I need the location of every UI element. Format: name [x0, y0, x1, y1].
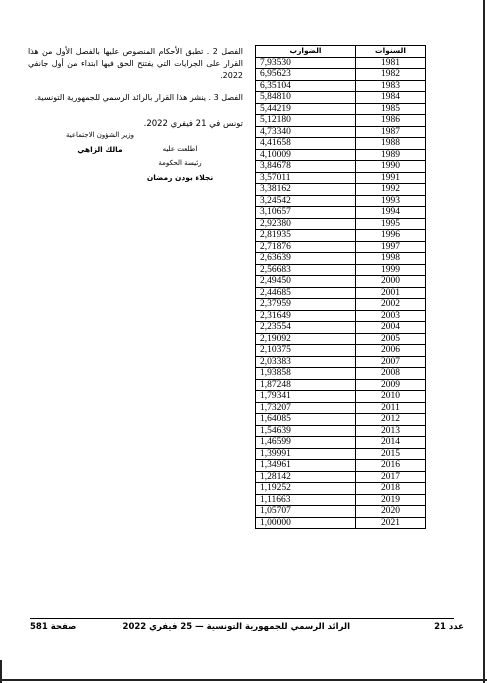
year-cell: 2000 — [356, 276, 426, 288]
coefficient-cell: 2,19092 — [256, 333, 356, 345]
coefficient-cell: 2,44685 — [256, 287, 356, 299]
year-cell: 1987 — [356, 126, 426, 138]
year-cell: 2014 — [356, 437, 426, 449]
table-row — [256, 379, 426, 391]
coefficient-cell: 3,57011 — [256, 172, 356, 184]
year-cell: 2016 — [356, 460, 426, 472]
year-cell: 2012 — [356, 414, 426, 426]
table-row — [256, 287, 426, 299]
year-cell: 2005 — [356, 333, 426, 345]
year-cell: 1992 — [356, 184, 426, 196]
table-row — [256, 103, 426, 115]
coefficient-cell: 4,10009 — [256, 149, 356, 161]
coefficient-cell: 2,56683 — [256, 264, 356, 276]
year-cell: 1998 — [356, 253, 426, 265]
table-row — [256, 80, 426, 92]
table-row — [256, 310, 426, 322]
coefficient-cell: 1,34961 — [256, 460, 356, 472]
table-row — [256, 207, 426, 219]
coefficient-cell: 1,87248 — [256, 379, 356, 391]
table-row — [256, 138, 426, 150]
table-row — [256, 356, 426, 368]
year-cell: 1993 — [356, 195, 426, 207]
coefficient-cell: 1,00000 — [256, 517, 356, 529]
year-cell: 1989 — [356, 149, 426, 161]
year-cell: 2011 — [356, 402, 426, 414]
coefficient-cell: 1,64085 — [256, 414, 356, 426]
header-years: السنوات — [356, 46, 426, 58]
table-row — [256, 276, 426, 288]
table-row — [256, 471, 426, 483]
table-row — [256, 172, 426, 184]
coefficient-cell: 2,81935 — [256, 230, 356, 242]
issue-number: عدد 21 — [434, 622, 464, 632]
table-row — [256, 57, 426, 69]
year-cell: 1994 — [356, 207, 426, 219]
coefficient-cell: 2,92380 — [256, 218, 356, 230]
table-row — [256, 253, 426, 265]
year-cell: 1997 — [356, 241, 426, 253]
coefficient-cell: 3,84678 — [256, 161, 356, 173]
footer-rule — [30, 618, 454, 619]
year-cell: 1985 — [356, 103, 426, 115]
year-cell: 2008 — [356, 368, 426, 380]
table-row — [256, 115, 426, 127]
minister-title: وزير الشؤون الاجتماعية — [65, 131, 135, 139]
table-row — [256, 195, 426, 207]
table-row — [256, 264, 426, 276]
year-cell: 2019 — [356, 494, 426, 506]
coefficient-cell: 1,39991 — [256, 448, 356, 460]
coefficient-cell: 4,73340 — [256, 126, 356, 138]
year-cell: 1983 — [356, 80, 426, 92]
coefficient-cell: 1,05707 — [256, 506, 356, 518]
year-cell: 2007 — [356, 356, 426, 368]
table-row — [256, 425, 426, 437]
coefficient-cell: 6,35104 — [256, 80, 356, 92]
table-row — [256, 448, 426, 460]
header-coefficients: الضوارب — [256, 46, 356, 58]
article-3-text: الفصل 3 . ينشر هذا القرار بالرائد الرسمي للجمهورية التونسية. — [34, 93, 243, 102]
coefficient-cell: 5,12180 — [256, 115, 356, 127]
coefficient-cell: 2,63639 — [256, 253, 356, 265]
coefficient-cell: 1,79341 — [256, 391, 356, 403]
table-row — [256, 218, 426, 230]
page-frame-bottom — [0, 679, 487, 681]
table-row — [256, 368, 426, 380]
page-frame-left — [0, 660, 2, 683]
year-cell: 1996 — [356, 230, 426, 242]
table-row — [256, 184, 426, 196]
year-cell: 1984 — [356, 92, 426, 104]
coefficient-cell: 2,71876 — [256, 241, 356, 253]
journal-title: الرائد الرسمي للجمهورية التونسية — 25 فيفري 2022 — [122, 622, 350, 632]
table-header-row — [256, 46, 426, 58]
coefficient-cell: 5,44219 — [256, 103, 356, 115]
table-row — [256, 241, 426, 253]
year-cell: 2013 — [356, 425, 426, 437]
coefficient-cell: 1,28142 — [256, 471, 356, 483]
table-row — [256, 437, 426, 449]
coefficient-cell: 3,38162 — [256, 184, 356, 196]
year-cell: 2020 — [356, 506, 426, 518]
coefficient-cell: 2,03383 — [256, 356, 356, 368]
year-cell: 1999 — [356, 264, 426, 276]
table-row — [256, 92, 426, 104]
table-row — [256, 161, 426, 173]
coefficient-cell: 2,10375 — [256, 345, 356, 357]
table-row — [256, 391, 426, 403]
table-row — [256, 149, 426, 161]
table-row — [256, 333, 426, 345]
table-row — [256, 345, 426, 357]
year-cell: 1981 — [356, 57, 426, 69]
article-2-text: الفصل 2 . تطبق الأحكام المنصوص عليها بالفصل الأول من هذا القرار على الجرايات التي يفتتح الحق فيها ابتداء من أول جانفي 2022. — [28, 47, 243, 80]
year-cell: 1986 — [356, 115, 426, 127]
table-row — [256, 494, 426, 506]
year-cell: 2009 — [356, 379, 426, 391]
coefficient-cell: 1,93858 — [256, 368, 356, 380]
table-row — [256, 517, 426, 529]
table-row — [256, 483, 426, 495]
pm-title: رئيسة الحكومة — [158, 159, 202, 167]
coefficient-cell: 2,49450 — [256, 276, 356, 288]
coefficient-cell: 1,19252 — [256, 483, 356, 495]
signing-date: تونس في 21 فيفري 2022. — [143, 119, 243, 129]
year-cell: 2018 — [356, 483, 426, 495]
coefficient-cell: 2,37959 — [256, 299, 356, 311]
year-cell: 2002 — [356, 299, 426, 311]
year-cell: 2004 — [356, 322, 426, 334]
table-row — [256, 230, 426, 242]
coefficient-cell: 4,41658 — [256, 138, 356, 150]
table-row — [256, 402, 426, 414]
table-row — [256, 322, 426, 334]
seen-by-label: اطلعت عليه — [162, 145, 198, 153]
coefficients-table — [255, 45, 426, 529]
coefficient-cell: 3,24542 — [256, 195, 356, 207]
year-cell: 2003 — [356, 310, 426, 322]
table-row — [256, 299, 426, 311]
coefficient-cell: 1,11663 — [256, 494, 356, 506]
year-cell: 1988 — [356, 138, 426, 150]
table-body — [256, 57, 426, 529]
table-row — [256, 460, 426, 472]
year-cell: 1982 — [356, 69, 426, 81]
minister-name: مالك الزاهي — [77, 145, 123, 154]
coefficient-cell: 1,54639 — [256, 425, 356, 437]
table-row — [256, 414, 426, 426]
year-cell: 2015 — [356, 448, 426, 460]
year-cell: 2017 — [356, 471, 426, 483]
table-row — [256, 126, 426, 138]
table-row — [256, 506, 426, 518]
year-cell: 1995 — [356, 218, 426, 230]
year-cell: 2006 — [356, 345, 426, 357]
pm-name: نجلاء بودن رمضان — [146, 173, 214, 182]
coefficient-cell: 7,93530 — [256, 57, 356, 69]
table-row — [256, 69, 426, 81]
coefficient-cell: 1,46599 — [256, 437, 356, 449]
coefficient-cell: 1,73207 — [256, 402, 356, 414]
year-cell: 1991 — [356, 172, 426, 184]
coefficient-cell: 3,10657 — [256, 207, 356, 219]
year-cell: 2001 — [356, 287, 426, 299]
coefficient-cell: 2,31649 — [256, 310, 356, 322]
coefficient-cell: 6,95623 — [256, 69, 356, 81]
year-cell: 1990 — [356, 161, 426, 173]
page-frame-right — [483, 0, 485, 683]
page-number: صفحة 581 — [30, 622, 77, 632]
year-cell: 2010 — [356, 391, 426, 403]
year-cell: 2021 — [356, 517, 426, 529]
coefficient-cell: 5,84810 — [256, 92, 356, 104]
coefficient-cell: 2,23554 — [256, 322, 356, 334]
